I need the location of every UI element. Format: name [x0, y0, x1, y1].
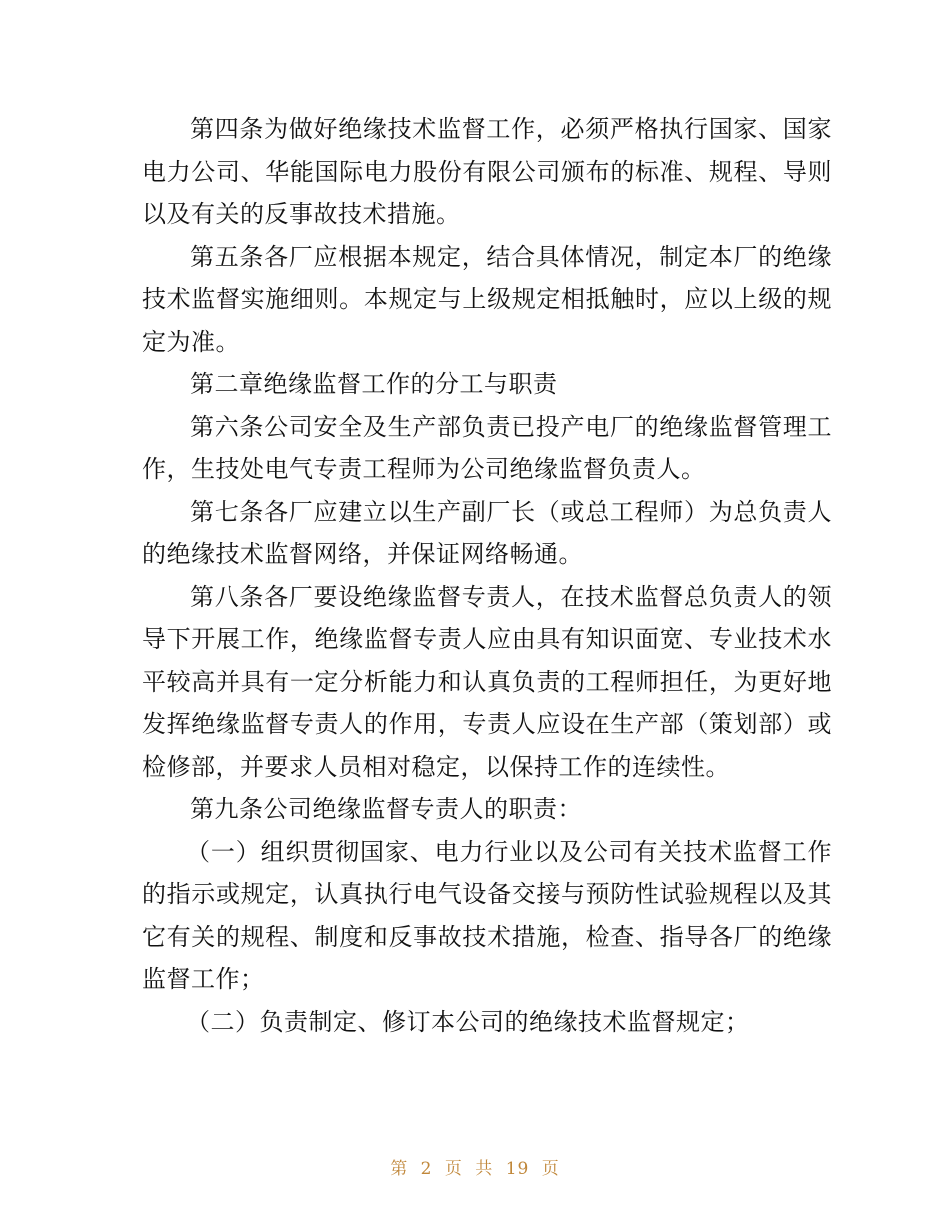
paragraph-article-7: 第七条各厂应建立以生产副厂长（或总工程师）为总负责人的绝缘技术监督网络，并保证网络畅通。: [142, 497, 832, 568]
footer-page-word: 页: [444, 1159, 463, 1179]
paragraph-article-6: 第六条公司安全及生产部负责已投产电厂的绝缘监督管理工作，生技处电气专责工程师为公司绝缘监督负责人。: [142, 412, 832, 483]
paragraph-article-9: 第九条公司绝缘监督专责人的职责：: [190, 795, 582, 823]
paragraph-article-5: 第五条各厂应根据本规定，结合具体情况，制定本厂的绝缘技术监督实施细则。本规定与上级规定相抵触时，应以上级的规定为准。: [142, 242, 832, 356]
footer-current-page: 2: [420, 1159, 433, 1179]
chapter-heading: 第二章绝缘监督工作的分工与职责: [190, 370, 558, 398]
footer-total-word: 共: [475, 1159, 494, 1179]
footer-total-pages: 19: [505, 1159, 530, 1179]
list-item-1: （一）组织贯彻国家、电力行业以及公司有关技术监督工作的指示或规定，认真执行电气设备交接与预防性试验规程以及其它有关的规程、制度和反事故技术措施，检查、指导各厂的绝缘监督工作；: [142, 837, 832, 993]
page-footer: [0, 1154, 950, 1179]
list-item-2: （二）负责制定、修订本公司的绝缘技术监督规定；: [186, 1007, 750, 1036]
paragraph-article-4: 第四条为做好绝缘技术监督工作，必须严格执行国家、国家电力公司、华能国际电力股份有限公司颁布的标准、规程、导则以及有关的反事故技术措施。: [142, 115, 832, 228]
footer-suffix: 页: [541, 1159, 560, 1179]
footer-prefix: 第: [390, 1159, 409, 1179]
paragraph-article-8: 第八条各厂要设绝缘监督专责人，在技术监督总负责人的领导下开展工作，绝缘监督专责人应由具有知识面宽、专业技术水平较高并具有一定分析能力和认真负责的工程师担任，为更好地发挥绝缘监督专责人的作用，专责人应设在生产部（策划部）或检修部，并要求人员相对稳定，以保持工作的连续性。: [142, 582, 832, 781]
document-body: [142, 108, 832, 1043]
